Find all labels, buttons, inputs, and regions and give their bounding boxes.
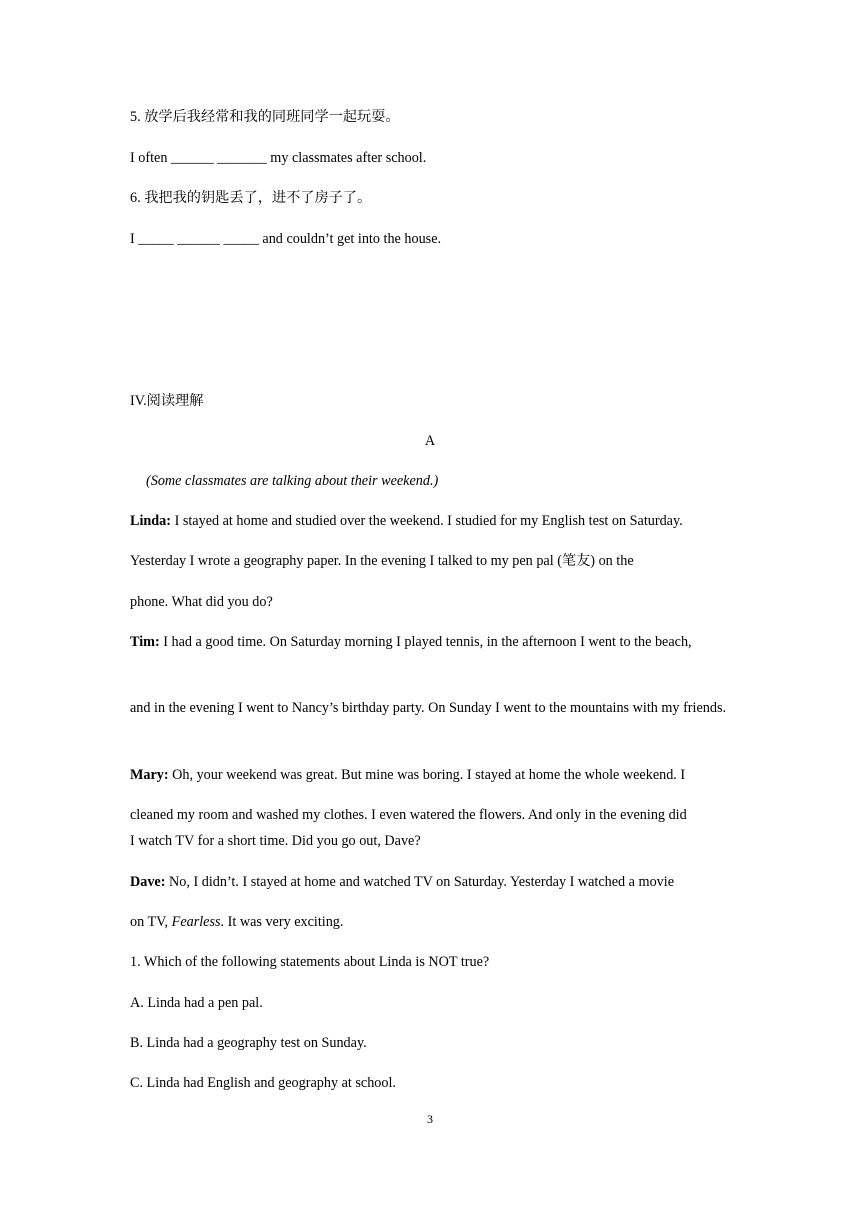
linda-text-1: I stayed at home and studied over the weekend. I studied for my English test on Saturday. <box>171 513 683 529</box>
q5-chinese: 5. 放学后我经常和我的同班同学一起玩耍。 <box>130 109 400 125</box>
tim-line-2: and in the evening I went to Nancy’s birthday party. On Sunday I went to the mountains with my friends. <box>130 700 727 716</box>
mary-line-3: I watch TV for a short time. Did you go out, Dave? <box>130 833 421 849</box>
section-title: IV.阅读理解 <box>130 393 204 409</box>
page-number: 3 <box>427 1112 433 1126</box>
dave-text-2-pre: on TV, <box>130 914 172 930</box>
q6-chinese: 6. 我把我的钥匙丢了，进不了房子了。 <box>130 190 372 206</box>
q5-english: I often ______ _______ my classmates after school. <box>130 150 427 166</box>
linda-line-3: phone. What did you do? <box>130 594 273 610</box>
speaker-tim: Tim: <box>130 634 160 650</box>
passage-intro: (Some classmates are talking about their weekend.) <box>146 473 439 489</box>
passage-label: A <box>424 433 436 449</box>
dave-line-1 <box>130 873 730 891</box>
mary-line-2: cleaned my room and washed my clothes. I even watered the flowers. And only in the evening did <box>130 807 687 823</box>
movie-title: Fearless <box>171 914 221 930</box>
dave-text-1: No, I didn’t. I stayed at home and watched TV on Saturday. Yesterday I watched a movie <box>165 874 674 890</box>
question-1-stem: 1. Which of the following statements about Linda is NOT true? <box>130 954 490 970</box>
tim-line-1 <box>130 629 730 655</box>
dave-text-2-post: . It was very exciting. <box>220 914 344 930</box>
question-1-option-a: A. Linda had a pen pal. <box>130 995 263 1011</box>
speaker-mary: Mary: <box>130 767 169 783</box>
linda-line-1 <box>130 512 730 530</box>
linda-line-2: Yesterday I wrote a geography paper. In the evening I talked to my pen pal (笔友) on the <box>130 553 634 569</box>
q6-english: I _____ ______ _____ and couldn’t get into the house. <box>130 231 442 247</box>
dave-line-2 <box>130 913 730 931</box>
speaker-dave: Dave: <box>130 874 166 890</box>
mary-line-1 <box>130 766 730 784</box>
question-1-option-c: C. Linda had English and geography at school. <box>130 1075 396 1091</box>
tim-text-1: I had a good time. On Saturday morning I played tennis, in the afternoon I went to the beach, <box>159 634 692 650</box>
mary-text-1: Oh, your weekend was great. But mine was boring. I stayed at home the whole weekend. I <box>168 767 686 783</box>
question-1-option-b: B. Linda had a geography test on Sunday. <box>130 1035 367 1051</box>
speaker-linda: Linda: <box>130 513 172 529</box>
